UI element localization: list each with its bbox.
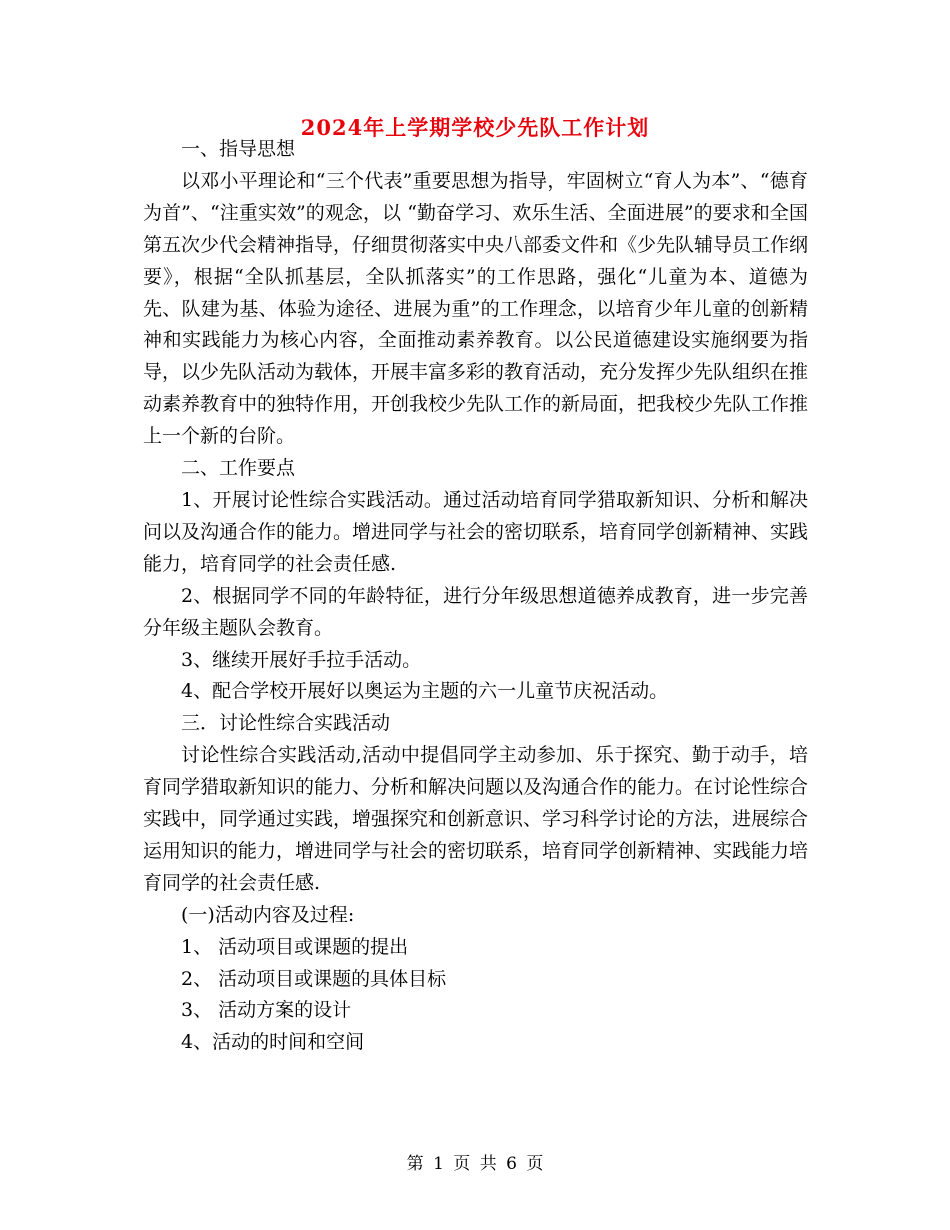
section-heading: 二、工作要点 [181, 457, 296, 480]
section-heading: 一、指导思想 [181, 138, 296, 160]
list-item: 4、活动的时间和空间 [181, 1031, 365, 1054]
document-body [143, 134, 808, 1059]
paragraph: 4、配合学校开展好以奥运为主题的六一儿童节庆祝活动。 [181, 680, 669, 703]
paragraph: 3、继续开展好手拉手活动。 [181, 648, 422, 671]
page-footer: 第 1 页 共 6 页 [406, 1154, 544, 1174]
list-item: 1、 活动项目或课题的提出 [181, 935, 409, 958]
paragraph: 讨论性综合实践活动,活动中提倡同学主动参加、乐于探究、勤于动手，培育同学猎取新知识的能力、分析和解决问题以及沟通合作的能力。在讨论性综合实践中，同学通过实践，增强探究和创新意识、学习科学讨论的方法，进展综合运用知识的能力，增进同学与社会的密切联系，培育同学创新精神、实践能力培育同学的社会责任感. [143, 744, 809, 894]
paragraph: 1、开展讨论性综合实践活动。通过活动培育同学猎取新知识、分析和解决问以及沟通合作的能力。增进同学与社会的密切联系，培育同学创新精神、实践能力，培育同学的社会责任感. [143, 488, 809, 575]
paragraph: 2、根据同学不同的年龄特征，进行分年级思想道德养成教育，进一步完善分年级主题队会教育。 [143, 584, 808, 639]
list-item: 3、 活动方案的设计 [181, 999, 352, 1022]
document-title: 2024年上学期学校少先队工作计划 [300, 115, 650, 140]
paragraph: 以邓小平理论和“三个代表”重要思想为指导，牢固树立“育人为本”、“德育为首”、“注重实效”的观念，以 “勤奋学习、欢乐生活、全面进展”的要求和全国第五次少代会精神指导，仔细贯彻落实中央八部委文件和《少先队辅导员工作纲要》，根据“全队抓基层，全队抓落实”的工作思路，强化“儿童为本、道德为先、队建为基、体验为途径、进展为重”的工作理念，以培育少年儿童的创新精神和实践能力为核心内容，全面推动素养教育。以公民道德建设实施纲要为指导，以少先队活动为载体，开展丰富多彩的教育活动，充分发挥少先队组织在推动素养教育中的独特作用，开创我校少先队工作的新局面，把我校少先队工作推上一个新的台阶。 [143, 169, 809, 448]
subsection-heading: (一)活动内容及过程: [181, 903, 355, 926]
list-item: 2、 活动项目或课题的具体目标 [181, 967, 447, 990]
section-heading: 三．讨论性综合实践活动 [181, 712, 391, 735]
